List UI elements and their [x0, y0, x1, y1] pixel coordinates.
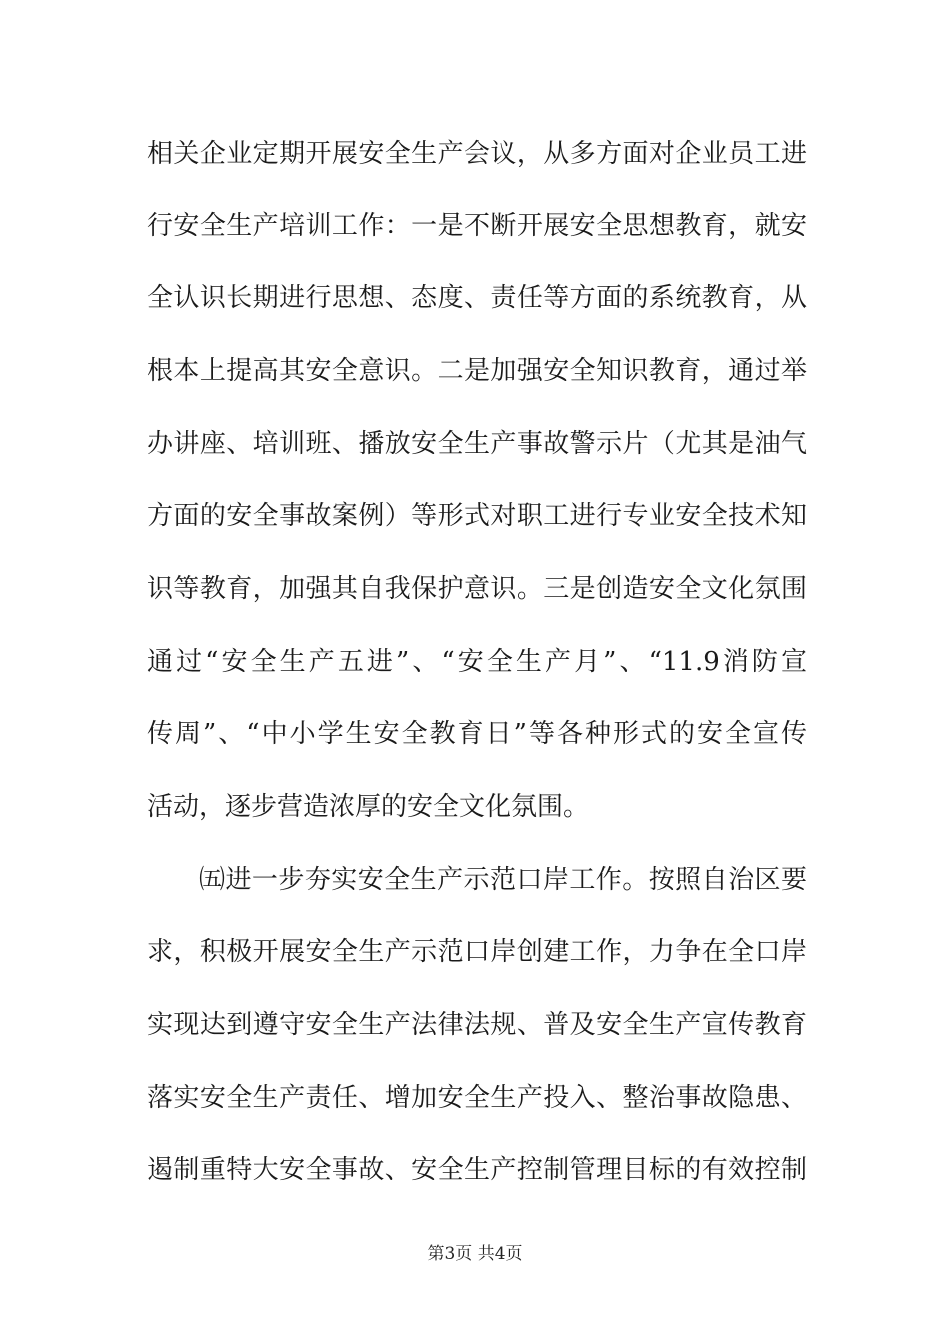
paragraph-line-8: 通过“安全生产五进”、“安全生产月”、“11.9消防宣: [147, 647, 807, 677]
paragraph-line-5: 办讲座、培训班、播放安全生产事故警示片（尤其是油气: [147, 429, 807, 459]
paragraph-line-2: 行安全生产培训工作：一是不断开展安全思想教育，就安: [147, 211, 807, 241]
paragraph-line-6: 方面的安全事故案例）等形式对职工进行专业安全技术知: [147, 501, 807, 531]
paragraph-line-7: 识等教育，加强其自我保护意识。三是创造安全文化氛围: [147, 574, 807, 604]
paragraph-line-12: 求，积极开展安全生产示范口岸创建工作，力争在全口岸: [147, 937, 807, 967]
page-footer: 第3页 共4页: [427, 1244, 523, 1264]
paragraph-line-3: 全认识长期进行思想、态度、责任等方面的系统教育，从: [147, 283, 807, 313]
paragraph-line-10: 活动，逐步营造浓厚的安全文化氛围。: [147, 792, 590, 822]
paragraph-line-15: 遏制重特大安全事故、安全生产控制管理目标的有效控制: [147, 1155, 807, 1185]
paragraph-line-14: 落实安全生产责任、增加安全生产投入、整治事故隐患、: [147, 1083, 807, 1113]
paragraph-line-13: 实现达到遵守安全生产法律法规、普及安全生产宣传教育: [147, 1010, 807, 1040]
section-heading-line: ㈤进一步夯实安全生产示范口岸工作。按照自治区要: [199, 865, 807, 895]
paragraph-line-9: 传周”、“中小学生安全教育日”等各种形式的安全宣传: [147, 719, 807, 749]
paragraph-line-4: 根本上提高其安全意识。二是加强安全知识教育，通过举: [147, 356, 807, 386]
paragraph-line-1: 相关企业定期开展安全生产会议，从多方面对企业员工进: [147, 139, 807, 169]
